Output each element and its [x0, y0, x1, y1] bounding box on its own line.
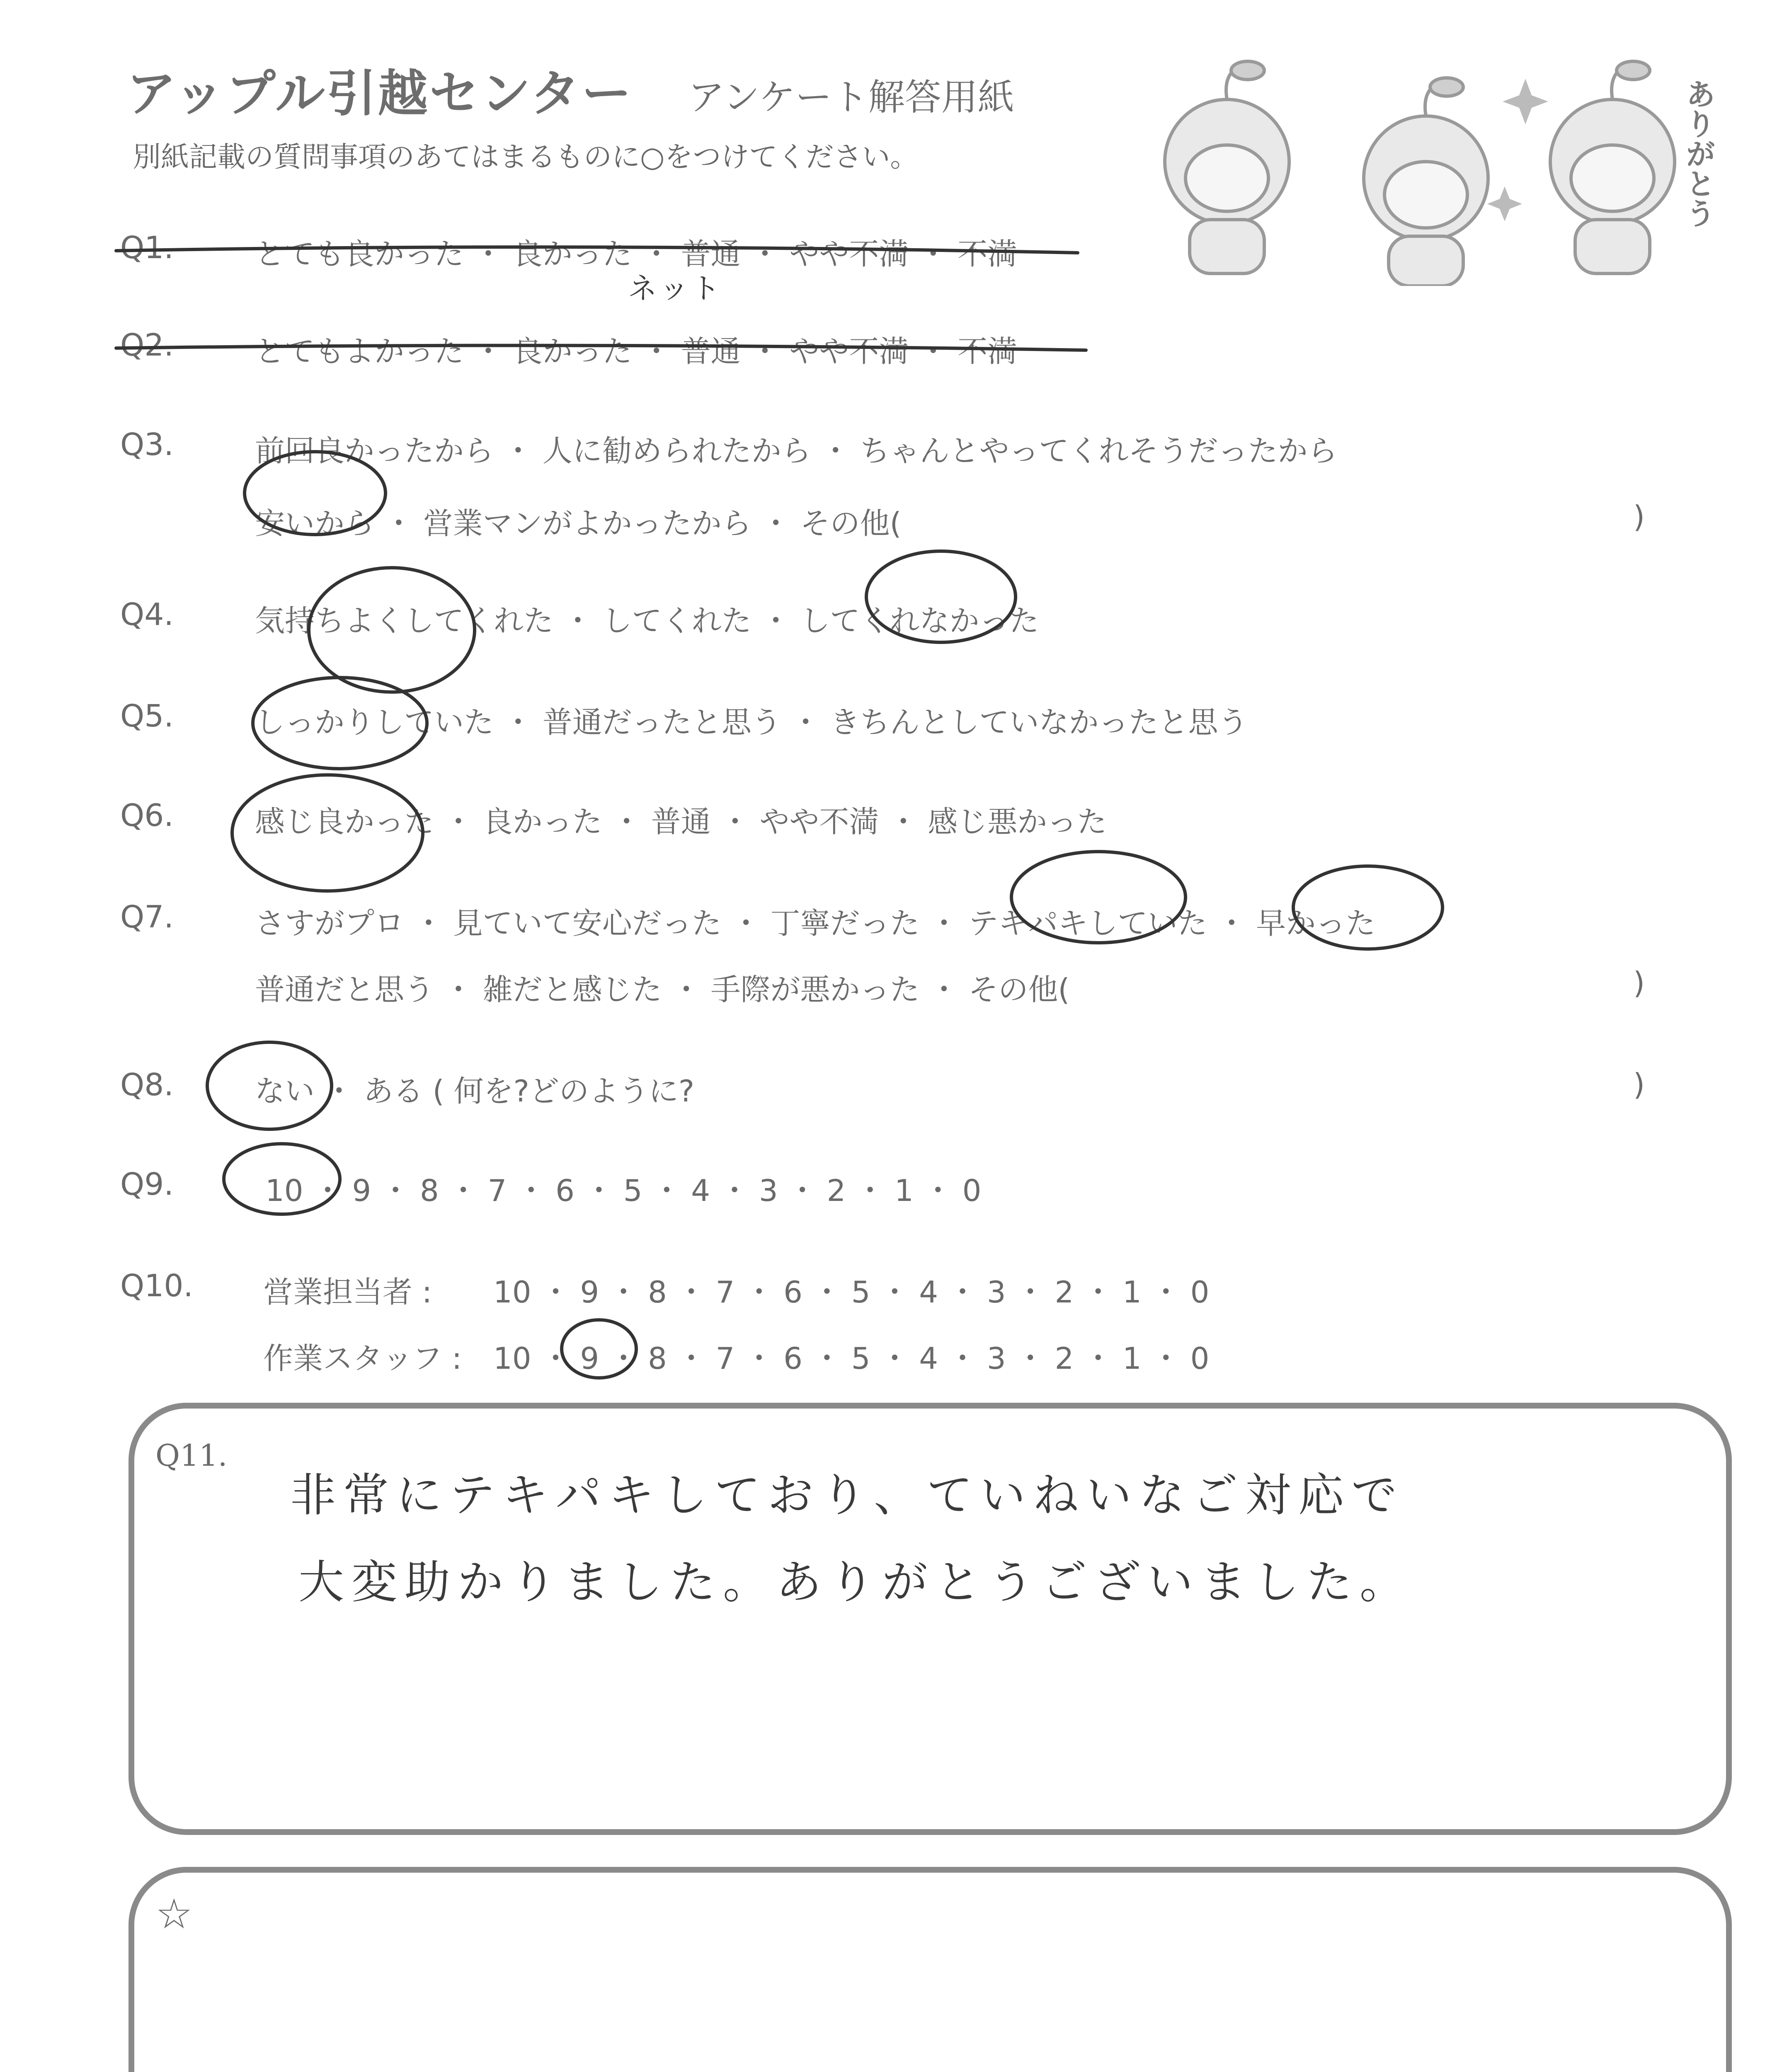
- brand-title: アップル引越センター: [126, 65, 633, 123]
- q10-sales-label: 営業担当者 :: [263, 1275, 432, 1310]
- q3-options-line2: 安いから ・ 営業マンがよかったから ・ その他(: [255, 506, 902, 541]
- mascot-caption: ありがとう: [1681, 79, 1716, 228]
- q7-circle-mark-2: [1293, 866, 1443, 949]
- q2-label: Q2.: [120, 327, 174, 363]
- q6-circle-mark: [232, 775, 423, 891]
- q1-label: Q1.: [120, 230, 174, 266]
- q10-circle-mark: [562, 1320, 636, 1378]
- q6-label: Q6.: [120, 798, 174, 833]
- q10-label: Q10.: [120, 1268, 193, 1304]
- q3-close-paren: ): [1633, 499, 1645, 534]
- q8-label: Q8.: [120, 1067, 174, 1103]
- instruction-text: 別紙記載の質問事項のあてはまるものに○をつけてください。: [133, 141, 919, 174]
- q5-circle-mark: [253, 678, 427, 769]
- q1-strike-line: [116, 247, 1078, 253]
- q7-circle-mark-1: [1011, 852, 1186, 943]
- q10-staff-scale: 10 ・ 9 ・ 8 ・ 7 ・ 6 ・ 5 ・ 4 ・ 3 ・ 2 ・ 1 ・ 0: [493, 1341, 1210, 1376]
- q1-options: とても良かった ・ 良かった ・ 普通 ・ やや不満 ・ 不満: [255, 237, 1018, 271]
- q10-staff-label: 作業スタッフ :: [263, 1341, 462, 1376]
- q8-close-paren: ): [1633, 1067, 1645, 1102]
- q4-options: 気持ちよくしてくれた ・ してくれた ・ してくれなかった: [255, 603, 1039, 638]
- q9-circle-mark: [224, 1144, 340, 1214]
- form-title: アンケート解答用紙: [688, 76, 1014, 119]
- q11-answer-line1: 非常にテキパキしており、ていねいなご対応で: [290, 1469, 1404, 1522]
- q3-circle-mark: [245, 452, 385, 535]
- star-icon: ☆: [155, 1890, 193, 1938]
- q2-options: とてもよかった ・ 良かった ・ 普通 ・ やや不満 ・ 不満: [255, 334, 1018, 369]
- q1-annotation: ネット: [628, 271, 722, 305]
- q7-options-line2: 普通だと思う ・ 雑だと感じた ・ 手際が悪かった ・ その他(: [255, 972, 1070, 1007]
- q2-strike-line: [116, 346, 1086, 350]
- q9-scale: 10 ・ 9 ・ 8 ・ 7 ・ 6 ・ 5 ・ 4 ・ 3 ・ 2 ・ 1 ・ 0: [265, 1173, 982, 1208]
- q8-circle-mark: [207, 1042, 332, 1129]
- q10-sales-scale: 10 ・ 9 ・ 8 ・ 7 ・ 6 ・ 5 ・ 4 ・ 3 ・ 2 ・ 1 ・ 0: [493, 1275, 1210, 1310]
- q11-label: Q11.: [155, 1438, 228, 1473]
- q4-circle-mark-2: [866, 551, 1016, 642]
- q8-options: ない ・ ある ( 何を?どのように?: [255, 1074, 695, 1109]
- q5-label: Q5.: [120, 698, 174, 734]
- comment-box: [128, 1867, 1732, 2072]
- q3-label: Q3.: [120, 427, 174, 462]
- q6-options: 感じ良かった ・ 良かった ・ 普通 ・ やや不満 ・ 感じ悪かった: [255, 804, 1107, 839]
- q7-label: Q7.: [120, 899, 174, 935]
- q9-label: Q9.: [120, 1167, 174, 1202]
- q5-options: しっかりしていた ・ 普通だったと思う ・ きちんとしていなかったと思う: [255, 705, 1248, 740]
- q4-label: Q4.: [120, 597, 174, 632]
- q3-options-line1: 前回良かったから ・ 人に勧められたから ・ ちゃんとやってくれそうだったから: [255, 433, 1338, 468]
- q7-close-paren: ): [1633, 966, 1645, 1000]
- q7-options-line1: さすがプロ ・ 見ていて安心だった ・ 丁寧だった ・ テキパキしていた ・ 早かった: [255, 906, 1376, 941]
- q11-answer-line2: 大変助かりました。ありがとうございました。: [298, 1556, 1413, 1609]
- q4-circle-mark-1: [309, 568, 475, 692]
